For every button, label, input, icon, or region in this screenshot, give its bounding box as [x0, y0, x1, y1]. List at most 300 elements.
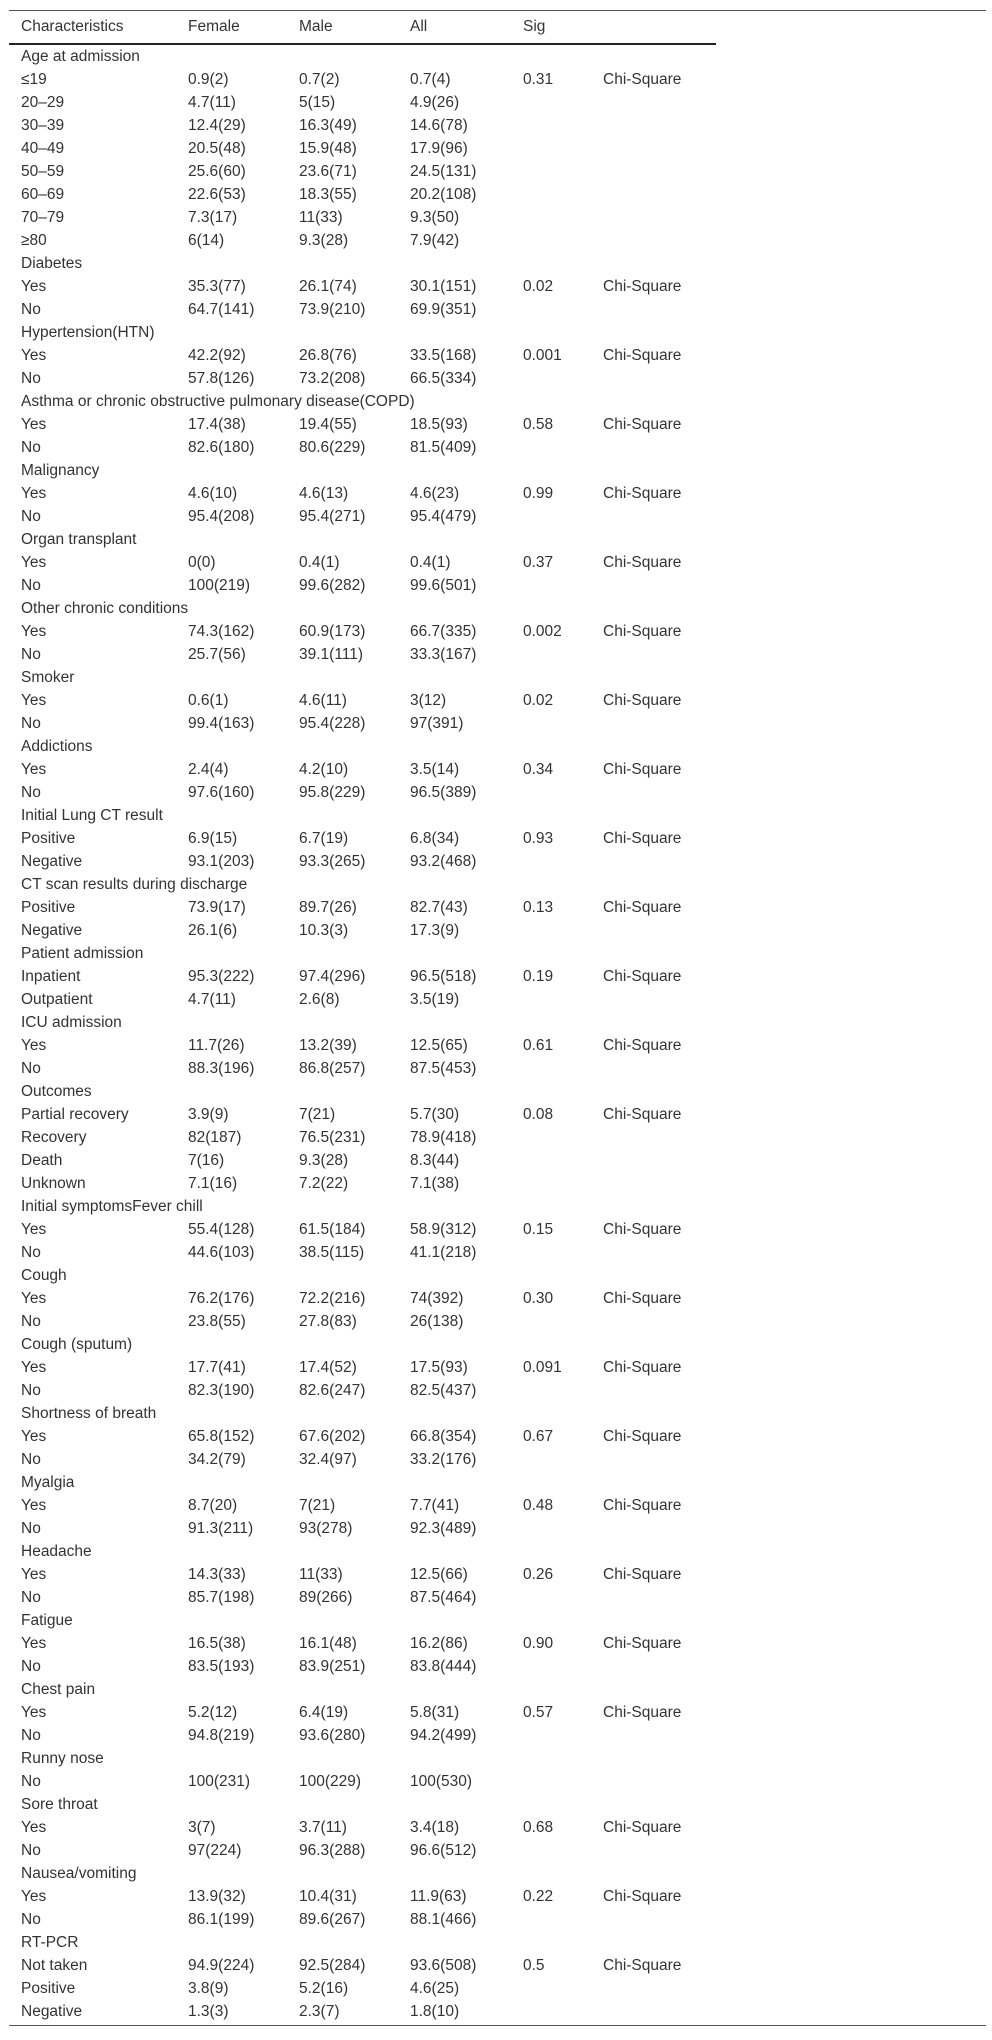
male-cell: 95.4(271): [299, 508, 366, 525]
table-row: [9, 574, 986, 597]
all-cell: 33.2(176): [410, 1451, 477, 1468]
characteristic-cell: 50–59: [21, 163, 65, 180]
female-cell: 2.4(4): [188, 761, 229, 778]
male-cell: 83.9(251): [299, 1658, 366, 1675]
female-cell: 34.2(79): [188, 1451, 246, 1468]
female-cell: 82.6(180): [188, 439, 255, 456]
table-group-header-row: [9, 735, 986, 758]
table-row: [9, 1816, 986, 1839]
characteristic-cell: No: [21, 1520, 41, 1537]
test-cell: Chi-Square: [603, 1428, 682, 1445]
male-cell: 11(33): [299, 1566, 343, 1583]
table-group-header-row: [9, 597, 986, 620]
all-cell: 4.9(26): [410, 94, 460, 111]
sig-cell: 0.48: [523, 1497, 554, 1514]
male-cell: 99.6(282): [299, 577, 366, 594]
table-row: [9, 1126, 986, 1149]
group-label: Nausea/vomiting: [21, 1865, 137, 1882]
male-cell: 97.4(296): [299, 968, 366, 985]
female-cell: 44.6(103): [188, 1244, 255, 1261]
table-row: [9, 1149, 986, 1172]
test-cell: Chi-Square: [603, 761, 682, 778]
characteristic-cell: Positive: [21, 899, 76, 916]
male-cell: 67.6(202): [299, 1428, 366, 1445]
characteristic-cell: Yes: [21, 1221, 47, 1238]
all-cell: 7.9(42): [410, 232, 460, 249]
table-row: [9, 1241, 986, 1264]
female-cell: 3(7): [188, 1819, 216, 1836]
characteristic-cell: Yes: [21, 692, 47, 709]
group-label: Chest pain: [21, 1681, 96, 1698]
table-row: [9, 1034, 986, 1057]
table-row: [9, 1103, 986, 1126]
table-row: [9, 919, 986, 942]
table-row: [9, 643, 986, 666]
all-cell: 9.3(50): [410, 209, 460, 226]
female-cell: 16.5(38): [188, 1635, 246, 1652]
female-cell: 83.5(193): [188, 1658, 255, 1675]
all-cell: 93.6(508): [410, 1957, 477, 1974]
table-row: [9, 551, 986, 574]
table-row: [9, 1563, 986, 1586]
sig-cell: 0.22: [523, 1888, 554, 1905]
table-row: [9, 91, 986, 114]
test-cell: Chi-Square: [603, 1221, 682, 1238]
male-cell: 92.5(284): [299, 1957, 366, 1974]
male-cell: 4.2(10): [299, 761, 349, 778]
female-cell: 3.8(9): [188, 1980, 229, 1997]
sig-cell: 0.08: [523, 1106, 554, 1123]
all-cell: 1.8(10): [410, 2003, 460, 2020]
characteristic-cell: Yes: [21, 1037, 47, 1054]
male-cell: 16.3(49): [299, 117, 357, 134]
male-cell: 6.4(19): [299, 1704, 349, 1721]
male-cell: 93.3(265): [299, 853, 366, 870]
group-label: Hypertension(HTN): [21, 324, 155, 341]
sig-cell: 0.15: [523, 1221, 554, 1238]
test-cell: Chi-Square: [603, 347, 682, 364]
female-cell: 25.6(60): [188, 163, 246, 180]
characteristic-cell: Yes: [21, 761, 47, 778]
test-cell: Chi-Square: [603, 554, 682, 571]
table-group-header-row: [9, 1747, 986, 1770]
header-characteristics: Characteristics: [21, 18, 124, 35]
all-cell: 58.9(312): [410, 1221, 477, 1238]
female-cell: 94.9(224): [188, 1957, 255, 1974]
table-row: [9, 1379, 986, 1402]
female-cell: 26.1(6): [188, 922, 238, 939]
table-group-header-row: [9, 1264, 986, 1287]
male-cell: 95.4(228): [299, 715, 366, 732]
sig-cell: 0.34: [523, 761, 554, 778]
group-label: ICU admission: [21, 1014, 122, 1031]
characteristic-cell: No: [21, 1589, 41, 1606]
table-row: [9, 482, 986, 505]
male-cell: 15.9(48): [299, 140, 357, 157]
all-cell: 99.6(501): [410, 577, 477, 594]
female-cell: 4.7(11): [188, 991, 236, 1008]
characteristic-cell: ≤19: [21, 71, 47, 88]
female-cell: 82(187): [188, 1129, 242, 1146]
male-cell: 95.8(229): [299, 784, 366, 801]
characteristic-cell: No: [21, 1727, 41, 1744]
all-cell: 16.2(86): [410, 1635, 468, 1652]
characteristic-cell: Inpatient: [21, 968, 81, 985]
group-label: CT scan results during discharge: [21, 876, 248, 893]
female-cell: 1.3(3): [188, 2003, 229, 2020]
table-row: [9, 275, 986, 298]
female-cell: 93.1(203): [188, 853, 255, 870]
test-cell: Chi-Square: [603, 485, 682, 502]
table-row: [9, 436, 986, 459]
table-row: [9, 1356, 986, 1379]
sig-cell: 0.13: [523, 899, 554, 916]
table-row: [9, 137, 986, 160]
characteristic-cell: No: [21, 301, 41, 318]
female-cell: 0.9(2): [188, 71, 229, 88]
characteristic-cell: No: [21, 1842, 41, 1859]
male-cell: 3.7(11): [299, 1819, 347, 1836]
table-group-header-row: [9, 1793, 986, 1816]
test-cell: Chi-Square: [603, 1888, 682, 1905]
group-label: Headache: [21, 1543, 92, 1560]
characteristic-cell: No: [21, 370, 41, 387]
table-row: [9, 183, 986, 206]
table-row: [9, 1310, 986, 1333]
male-cell: 27.8(83): [299, 1313, 357, 1330]
characteristic-cell: Yes: [21, 1566, 47, 1583]
group-label: Outcomes: [21, 1083, 92, 1100]
female-cell: 97.6(160): [188, 784, 255, 801]
group-label: RT-PCR: [21, 1934, 79, 1951]
female-cell: 74.3(162): [188, 623, 255, 640]
table-row: [9, 1908, 986, 1931]
table-row: [9, 850, 986, 873]
table-group-header-row: [9, 390, 986, 413]
characteristic-cell: Positive: [21, 830, 76, 847]
female-cell: 4.7(11): [188, 94, 236, 111]
test-cell: Chi-Square: [603, 1957, 682, 1974]
table-row: [9, 620, 986, 643]
table-group-header-row: [9, 252, 986, 275]
characteristic-cell: ≥80: [21, 232, 47, 249]
female-cell: 35.3(77): [188, 278, 246, 295]
table-body: [9, 45, 986, 2023]
characteristic-cell: No: [21, 1451, 41, 1468]
group-label: Sore throat: [21, 1796, 98, 1813]
characteristics-table: [9, 10, 986, 2023]
table-row: [9, 1172, 986, 1195]
sig-cell: 0.002: [523, 623, 562, 640]
characteristic-cell: No: [21, 508, 41, 525]
characteristic-cell: Yes: [21, 1359, 47, 1376]
characteristic-cell: Outpatient: [21, 991, 93, 1008]
test-cell: Chi-Square: [603, 899, 682, 916]
female-cell: 7.3(17): [188, 209, 238, 226]
test-cell: Chi-Square: [603, 1566, 682, 1583]
header-sig: Sig: [523, 18, 546, 35]
male-cell: 18.3(55): [299, 186, 357, 203]
female-cell: 11.7(26): [188, 1037, 245, 1054]
characteristic-cell: No: [21, 1313, 41, 1330]
all-cell: 33.5(168): [410, 347, 477, 364]
female-cell: 17.4(38): [188, 416, 246, 433]
all-cell: 0.4(1): [410, 554, 451, 571]
all-cell: 33.3(167): [410, 646, 477, 663]
all-cell: 5.7(30): [410, 1106, 460, 1123]
female-cell: 14.3(33): [188, 1566, 246, 1583]
male-cell: 0.7(2): [299, 71, 340, 88]
test-cell: Chi-Square: [603, 1819, 682, 1836]
characteristic-cell: No: [21, 784, 41, 801]
header-male: Male: [299, 18, 333, 35]
male-cell: 93.6(280): [299, 1727, 366, 1744]
characteristic-cell: Yes: [21, 278, 47, 295]
characteristic-cell: Yes: [21, 485, 47, 502]
characteristic-cell: Yes: [21, 1290, 47, 1307]
test-cell: Chi-Square: [603, 1290, 682, 1307]
male-cell: 89.6(267): [299, 1911, 366, 1928]
characteristic-cell: No: [21, 715, 41, 732]
table-row: [9, 344, 986, 367]
characteristic-cell: No: [21, 1382, 41, 1399]
female-cell: 25.7(56): [188, 646, 246, 663]
table-row: [9, 1770, 986, 1793]
female-cell: 0.6(1): [188, 692, 229, 709]
all-cell: 30.1(151): [410, 278, 477, 295]
group-label: Age at admission: [21, 48, 140, 65]
all-cell: 24.5(131): [410, 163, 477, 180]
all-cell: 3.4(18): [410, 1819, 460, 1836]
female-cell: 20.5(48): [188, 140, 246, 157]
table-group-header-row: [9, 1333, 986, 1356]
table-row: [9, 1448, 986, 1471]
all-cell: 4.6(25): [410, 1980, 460, 1997]
table-row: [9, 298, 986, 321]
group-label: Smoker: [21, 669, 75, 686]
table-row: [9, 1218, 986, 1241]
sig-cell: 0.58: [523, 416, 554, 433]
characteristic-cell: Yes: [21, 347, 47, 364]
male-cell: 7(21): [299, 1497, 336, 1514]
all-cell: 11.9(63): [410, 1888, 467, 1905]
test-cell: Chi-Square: [603, 1497, 682, 1514]
characteristic-cell: Yes: [21, 1819, 47, 1836]
all-cell: 5.8(31): [410, 1704, 460, 1721]
group-label: Addictions: [21, 738, 93, 755]
female-cell: 65.8(152): [188, 1428, 255, 1445]
group-label: Initial symptomsFever chill: [21, 1198, 203, 1215]
male-cell: 7(21): [299, 1106, 336, 1123]
table-group-header-row: [9, 1862, 986, 1885]
all-cell: 26(138): [410, 1313, 464, 1330]
header-all: All: [410, 18, 428, 35]
table-group-header-row: [9, 45, 986, 68]
table-group-header-row: [9, 1678, 986, 1701]
all-cell: 87.5(464): [410, 1589, 477, 1606]
male-cell: 7.2(22): [299, 1175, 349, 1192]
table-row: [9, 2000, 986, 2023]
group-label: Cough (sputum): [21, 1336, 133, 1353]
male-cell: 60.9(173): [299, 623, 366, 640]
female-cell: 82.3(190): [188, 1382, 255, 1399]
male-cell: 93(278): [299, 1520, 353, 1537]
all-cell: 17.9(96): [410, 140, 468, 157]
characteristic-cell: No: [21, 646, 41, 663]
table-row: [9, 160, 986, 183]
characteristic-cell: 60–69: [21, 186, 65, 203]
table-group-header-row: [9, 1540, 986, 1563]
all-cell: 3(12): [410, 692, 447, 709]
all-cell: 4.6(23): [410, 485, 460, 502]
characteristic-cell: 70–79: [21, 209, 65, 226]
female-cell: 22.6(53): [188, 186, 246, 203]
table-group-header-row: [9, 1471, 986, 1494]
all-cell: 41.1(218): [410, 1244, 477, 1261]
all-cell: 82.5(437): [410, 1382, 477, 1399]
sig-cell: 0.90: [523, 1635, 554, 1652]
female-cell: 5.2(12): [188, 1704, 238, 1721]
all-cell: 20.2(108): [410, 186, 477, 203]
characteristic-cell: Negative: [21, 922, 83, 939]
characteristic-cell: No: [21, 1773, 41, 1790]
female-cell: 0(0): [188, 554, 216, 571]
all-cell: 3.5(19): [410, 991, 460, 1008]
sig-cell: 0.30: [523, 1290, 554, 1307]
table-row: [9, 1586, 986, 1609]
sig-cell: 0.5: [523, 1957, 545, 1974]
all-cell: 17.5(93): [410, 1359, 468, 1376]
sig-cell: 0.67: [523, 1428, 554, 1445]
all-cell: 66.5(334): [410, 370, 477, 387]
table-row: [9, 1517, 986, 1540]
table-row: [9, 1057, 986, 1080]
male-cell: 4.6(11): [299, 692, 347, 709]
group-label: Initial Lung CT result: [21, 807, 163, 824]
table-row: [9, 965, 986, 988]
all-cell: 18.5(93): [410, 416, 468, 433]
all-cell: 0.7(4): [410, 71, 451, 88]
table-row: [9, 1954, 986, 1977]
table-row: [9, 68, 986, 91]
table-group-header-row: [9, 942, 986, 965]
all-cell: 8.3(44): [410, 1152, 460, 1169]
table-group-header-row: [9, 459, 986, 482]
male-cell: 5(15): [299, 94, 336, 111]
male-cell: 5.2(16): [299, 1980, 349, 1997]
table-group-header-row: [9, 666, 986, 689]
test-cell: Chi-Square: [603, 623, 682, 640]
table-row: [9, 1839, 986, 1862]
male-cell: 2.3(7): [299, 2003, 340, 2020]
table-group-header-row: [9, 804, 986, 827]
male-cell: 10.3(3): [299, 922, 349, 939]
female-cell: 100(219): [188, 577, 251, 594]
characteristic-cell: Partial recovery: [21, 1106, 129, 1123]
female-cell: 64.7(141): [188, 301, 255, 318]
male-cell: 17.4(52): [299, 1359, 357, 1376]
male-cell: 26.1(74): [299, 278, 357, 295]
table-group-header-row: [9, 321, 986, 344]
group-label: Patient admission: [21, 945, 144, 962]
test-cell: Chi-Square: [603, 692, 682, 709]
characteristic-cell: Not taken: [21, 1957, 88, 1974]
all-cell: 66.8(354): [410, 1428, 477, 1445]
all-cell: 96.5(389): [410, 784, 477, 801]
female-cell: 57.8(126): [188, 370, 255, 387]
male-cell: 23.6(71): [299, 163, 357, 180]
characteristic-cell: 20–29: [21, 94, 65, 111]
all-cell: 69.9(351): [410, 301, 477, 318]
group-label: Asthma or chronic obstructive pulmonary disease(COPD): [21, 393, 415, 410]
table-row: [9, 1977, 986, 2000]
group-label: Cough: [21, 1267, 67, 1284]
characteristic-cell: Yes: [21, 1635, 47, 1652]
group-label: Diabetes: [21, 255, 83, 272]
characteristic-cell: Yes: [21, 1428, 47, 1445]
male-cell: 72.2(216): [299, 1290, 366, 1307]
female-cell: 6(14): [188, 232, 225, 249]
male-cell: 26.8(76): [299, 347, 357, 364]
female-cell: 7(16): [188, 1152, 225, 1169]
test-cell: Chi-Square: [603, 1037, 682, 1054]
table-row: [9, 781, 986, 804]
table-header-row: [9, 11, 986, 43]
table-group-header-row: [9, 528, 986, 551]
female-cell: 100(231): [188, 1773, 251, 1790]
characteristic-cell: No: [21, 1911, 41, 1928]
table-row: [9, 896, 986, 919]
female-cell: 85.7(198): [188, 1589, 255, 1606]
female-cell: 91.3(211): [188, 1520, 254, 1537]
group-label: Malignancy: [21, 462, 100, 479]
female-cell: 95.4(208): [188, 508, 255, 525]
table-row: [9, 1885, 986, 1908]
group-label: Runny nose: [21, 1750, 104, 1767]
male-cell: 39.1(111): [299, 646, 364, 663]
male-cell: 61.5(184): [299, 1221, 366, 1238]
all-cell: 95.4(479): [410, 508, 477, 525]
female-cell: 95.3(222): [188, 968, 255, 985]
table-row: [9, 1494, 986, 1517]
female-cell: 6.9(15): [188, 830, 238, 847]
characteristic-cell: Negative: [21, 2003, 83, 2020]
table-row: [9, 758, 986, 781]
male-cell: 80.6(229): [299, 439, 366, 456]
test-cell: Chi-Square: [603, 1359, 682, 1376]
table-row: [9, 827, 986, 850]
group-label: Organ transplant: [21, 531, 137, 548]
female-cell: 7.1(16): [188, 1175, 238, 1192]
all-cell: 83.8(444): [410, 1658, 477, 1675]
characteristic-cell: 40–49: [21, 140, 65, 157]
sig-cell: 0.61: [523, 1037, 554, 1054]
all-cell: 7.1(38): [410, 1175, 460, 1192]
table-row: [9, 712, 986, 735]
all-cell: 96.5(518): [410, 968, 477, 985]
all-cell: 88.1(466): [410, 1911, 477, 1928]
characteristic-cell: Negative: [21, 853, 83, 870]
test-cell: Chi-Square: [603, 968, 682, 985]
table-row: [9, 1724, 986, 1747]
sig-cell: 0.99: [523, 485, 554, 502]
female-cell: 97(224): [188, 1842, 242, 1859]
male-cell: 0.4(1): [299, 554, 340, 571]
test-cell: Chi-Square: [603, 1106, 682, 1123]
all-cell: 7.7(41): [410, 1497, 460, 1514]
characteristic-cell: Yes: [21, 1497, 47, 1514]
characteristic-cell: Yes: [21, 623, 47, 640]
